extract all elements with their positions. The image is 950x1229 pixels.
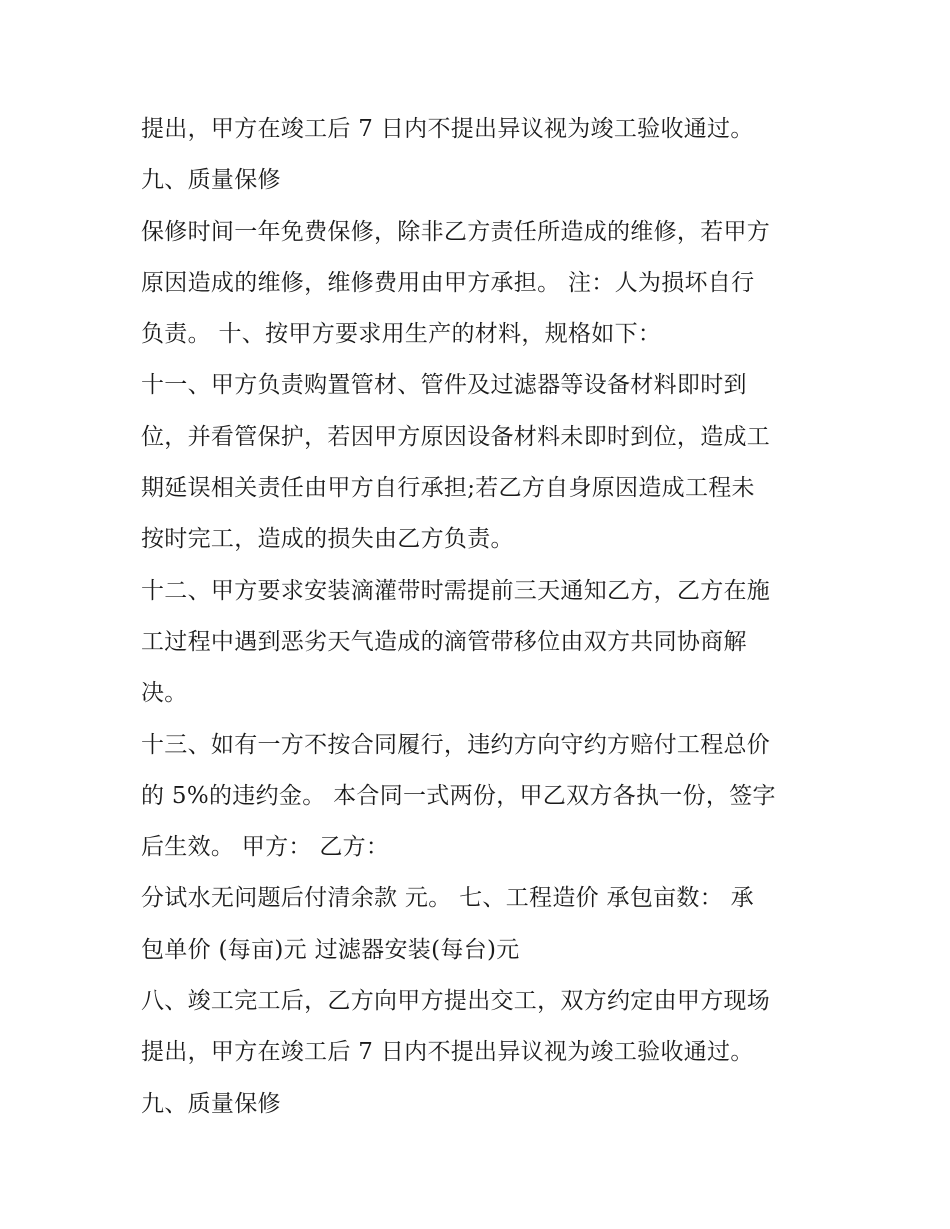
text-line: 八、竣工完工后，乙方向甲方提出交工，双方约定由甲方现场 bbox=[141, 988, 771, 1015]
text-line: 按时完工，造成的损失由乙方负责。 bbox=[141, 526, 514, 553]
section-heading: 九、质量保修 bbox=[141, 167, 281, 194]
text-line: 的 5%的违约金。 本合同一式两份，甲乙双方各执一份，签字 bbox=[141, 782, 776, 809]
text-line: 分试水无问题后付清余款 元。 七、工程造价 承包亩数： 承 bbox=[141, 885, 754, 912]
text-line: 十三、如有一方不按合同履行，违约方向守约方赔付工程总价 bbox=[141, 731, 771, 758]
text-line: 后生效。 甲方： 乙方： bbox=[141, 834, 390, 861]
text-line: 十一、甲方负责购置管材、管件及过滤器等设备材料即时到 bbox=[141, 372, 747, 399]
text-line: 包单价 (每亩)元 过滤器安装(每台)元 bbox=[141, 936, 520, 963]
text-line: 提出，甲方在竣工后 7 日内不提出异议视为竣工验收通过。 bbox=[141, 1039, 754, 1066]
text-line: 十二、甲方要求安装滴灌带时需提前三天通知乙方，乙方在施 bbox=[141, 577, 771, 604]
text-line: 期延误相关责任由甲方自行承担;若乙方自身原因造成工程未 bbox=[141, 475, 755, 502]
text-line: 工过程中遇到恶劣天气造成的滴管带移位由双方共同协商解 bbox=[141, 628, 747, 655]
text-line: 位，并看管保护，若因甲方原因设备材料未即时到位，造成工 bbox=[141, 423, 771, 450]
text-line: 负责。 十、按甲方要求用生产的材料，规格如下： bbox=[141, 321, 662, 348]
text-line: 决。 bbox=[141, 680, 188, 707]
text-line: 保修时间一年免费保修，除非乙方责任所造成的维修，若甲方 bbox=[141, 218, 771, 245]
document-body bbox=[141, 104, 821, 1130]
text-line: 原因造成的维修，维修费用由甲方承担。 注：人为损坏自行 bbox=[141, 269, 755, 296]
text-line: 提出，甲方在竣工后 7 日内不提出异议视为竣工验收通过。 bbox=[141, 116, 754, 142]
section-heading: 九、质量保修 bbox=[141, 1090, 281, 1117]
